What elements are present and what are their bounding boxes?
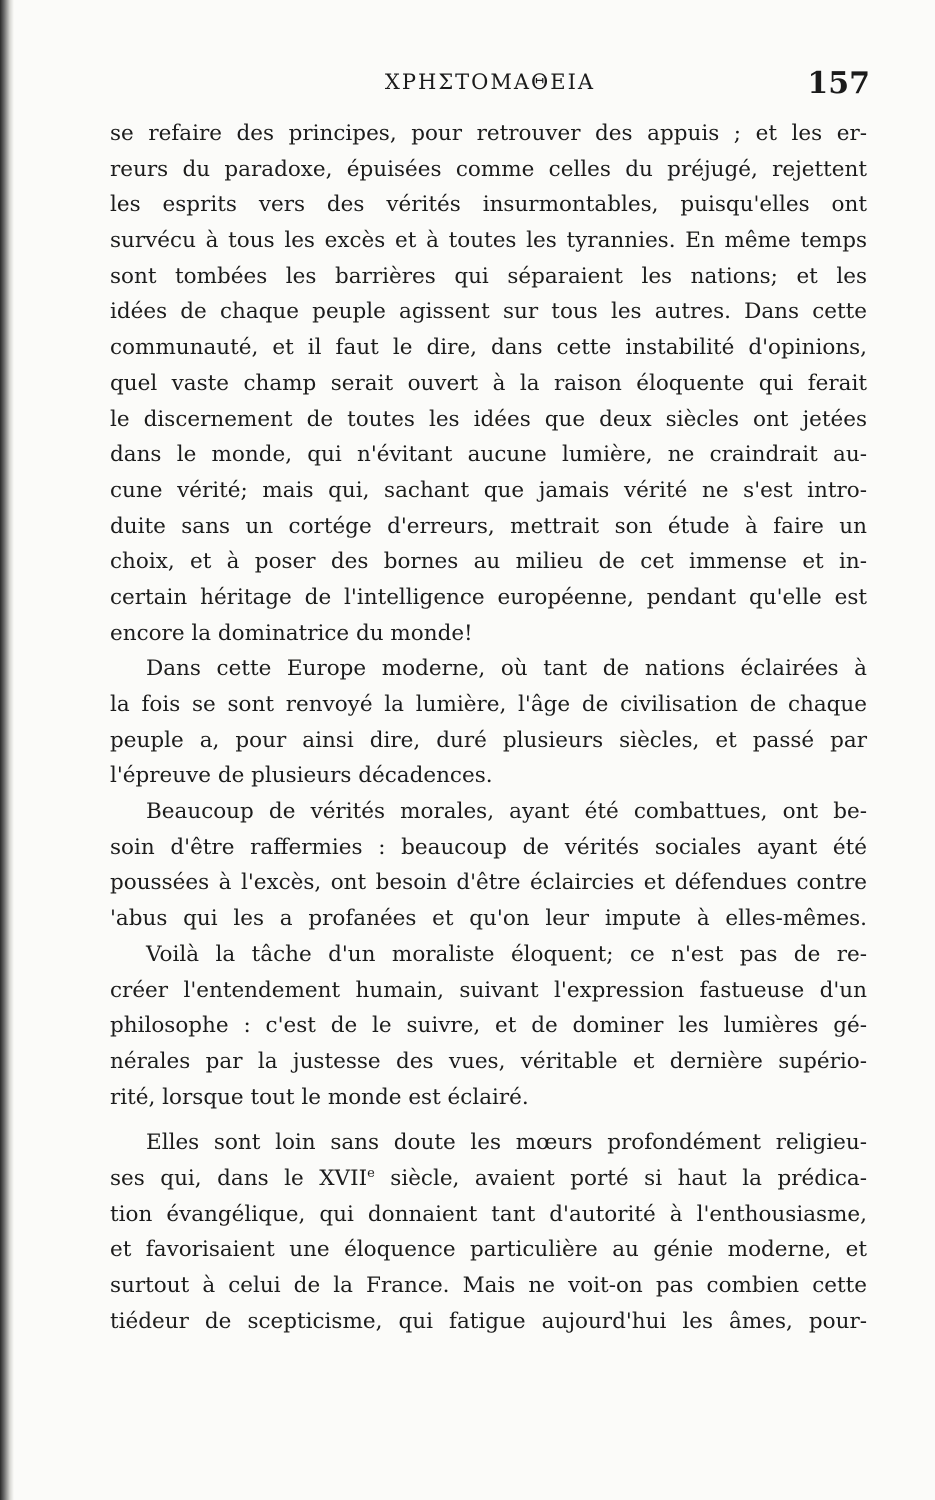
text-fragment: ses qui, dans le XVII <box>110 1165 368 1191</box>
page-binding-edge <box>0 0 14 1500</box>
text-line: tiédeur de scepticisme, qui fatigue aujourd'hui les âmes, pour- <box>110 1308 867 1334</box>
text-line: encore la dominatrice du monde! <box>110 620 473 646</box>
text-line: quel vaste champ serait ouvert à la raison éloquente qui ferait <box>110 370 867 396</box>
running-title: ΧΡΗΣΤΟΜΑΘΕΙΑ <box>384 70 596 94</box>
text-line: 'abus qui les a profanées et qu'on leur impute à elles-mêmes. <box>110 906 867 932</box>
text-line: philosophe : c'est de le suivre, et de dominer les lumières gé- <box>110 1013 867 1039</box>
text-line: Beaucoup de vérités morales, ayant été combattues, ont be- <box>146 799 867 825</box>
paragraph-gap <box>110 1115 867 1125</box>
text-line: duite sans un cortége d'erreurs, mettrait son étude à faire un <box>110 513 867 539</box>
text-line: se refaire des principes, pour retrouver des appuis ; et les er- <box>110 121 867 146</box>
text-line: la fois se sont renvoyé la lumière, l'âge de civilisation de chaque <box>110 692 867 717</box>
text-line: surtout à celui de la France. Mais ne voit-on pas combien cette <box>110 1273 867 1298</box>
text-line: communauté, et il faut le dire, dans cette instabilité d'opinions, <box>110 335 867 361</box>
text-line: reurs du paradoxe, épuisées comme celles du préjugé, rejettent <box>110 156 867 182</box>
text-line: survécu à tous les excès et à toutes les tyrannies. En même temps <box>110 228 867 254</box>
paragraph-1 <box>110 116 867 651</box>
page-header <box>110 66 870 106</box>
paragraph-5 <box>110 1125 867 1339</box>
superscript: e <box>367 1165 375 1181</box>
text-line: peuple a, pour ainsi dire, duré plusieurs siècles, et passé par <box>110 727 867 753</box>
text-line: nérales par la justesse des vues, véritable et dernière supério- <box>110 1048 867 1074</box>
text-line: choix, et à poser des bornes au milieu de cet immense et in- <box>110 549 867 575</box>
text-line: certain héritage de l'intelligence européenne, pendant qu'elle est <box>110 584 867 610</box>
text-line: créer l'entendement humain, suivant l'expression fastueuse d'un <box>110 977 867 1003</box>
text-line: Voilà la tâche d'un moraliste éloquent; ce n'est pas de re- <box>146 941 867 967</box>
text-line: rité, lorsque tout le monde est éclairé. <box>110 1084 529 1110</box>
text-line: l'épreuve de plusieurs décadences. <box>110 763 493 789</box>
paragraph-2 <box>110 651 867 794</box>
body-text <box>110 116 867 1339</box>
text-line: dans le monde, qui n'évitant aucune lumière, ne craindrait au- <box>110 442 867 468</box>
text-line: Elles sont loin sans doute les mœurs profondément religieu- <box>146 1130 867 1156</box>
text-line: idées de chaque peuple agissent sur tous les autres. Dans cette <box>110 299 867 325</box>
text-line-with-superscript <box>110 1161 867 1197</box>
text-line: soin d'être raffermies : beaucoup de vérités sociales ayant été <box>110 834 867 860</box>
text-line: le discernement de toutes les idées que deux siècles ont jetées <box>110 406 867 432</box>
text-fragment: siècle, avaient porté si haut la prédica- <box>374 1165 867 1191</box>
text-line: tion évangélique, qui donnaient tant d'autorité à l'enthousiasme, <box>110 1201 867 1227</box>
text-line: les esprits vers des vérités insurmontables, puisqu'elles ont <box>110 192 867 218</box>
text-line: cune vérité; mais qui, sachant que jamais vérité ne s'est intro- <box>110 477 867 503</box>
text-line: et favorisaient une éloquence particulière au génie moderne, et <box>110 1237 867 1263</box>
text-line: poussées à l'excès, ont besoin d'être éclaircies et défendues contre <box>110 870 867 896</box>
page-number: 157 <box>807 66 870 101</box>
text-line: sont tombées les barrières qui séparaient les nations; et les <box>110 263 867 289</box>
paragraph-3 <box>110 794 867 937</box>
text-line: Dans cette Europe moderne, où tant de nations éclairées à <box>146 656 867 682</box>
paragraph-4 <box>110 937 867 1115</box>
